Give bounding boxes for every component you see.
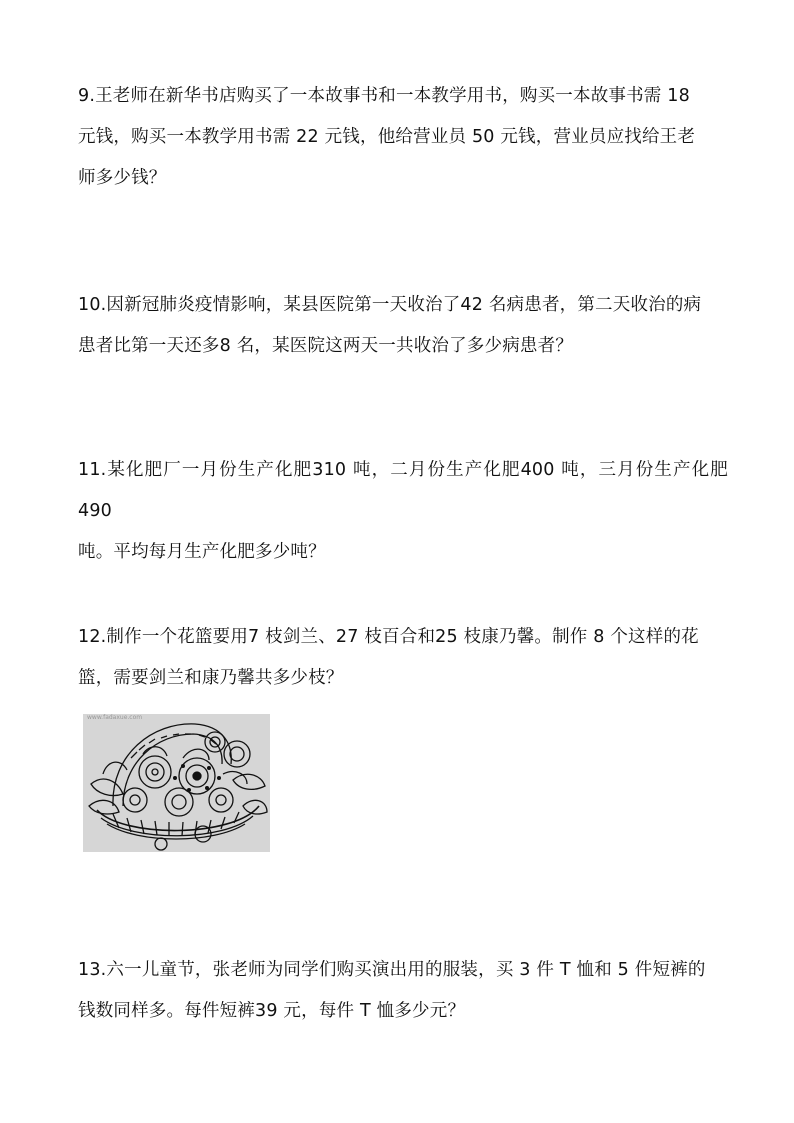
flower-basket-icon [83,714,270,852]
question-line: 师多少钱？ [78,168,167,188]
question-line: 患者比第一天还多8 名，某医院这两天一共收治了多少病患者？ [78,336,573,356]
flower-basket-image [83,714,270,852]
question-line: 11.某化肥厂一月份生产化肥310 吨，二月份生产化肥400 吨，三月份生产化肥490 [78,460,728,521]
question-line: 钱数同样多。每件短裤39 元，每件 T 恤多少元？ [78,1001,466,1021]
question-10 [78,285,728,367]
question-11 [78,450,728,573]
question-line: 篮，需要剑兰和康乃馨共多少枝？ [78,668,344,688]
image-watermark: www.fadaxue.com [87,714,143,721]
question-line: 9.王老师在新华书店购买了一本故事书和一本教学用书，购买一本故事书需 18 [78,86,690,106]
question-12 [78,617,728,699]
question-line: 10.因新冠肺炎疫情影响，某县医院第一天收治了42 名病患者，第二天收治的病 [78,295,702,315]
question-line: 12.制作一个花篮要用7 枝剑兰、27 枝百合和25 枝康乃馨。制作 8 个这样的花 [78,627,699,647]
question-line: 吨。平均每月生产化肥多少吨？ [78,542,326,562]
question-9 [78,76,728,199]
question-13 [78,950,728,1032]
question-line: 13.六一儿童节，张老师为同学们购买演出用的服装，买 3 件 T 恤和 5 件短裤的 [78,960,706,980]
question-line: 元钱，购买一本教学用书需 22 元钱，他给营业员 50 元钱，营业员应找给王老 [78,127,696,147]
